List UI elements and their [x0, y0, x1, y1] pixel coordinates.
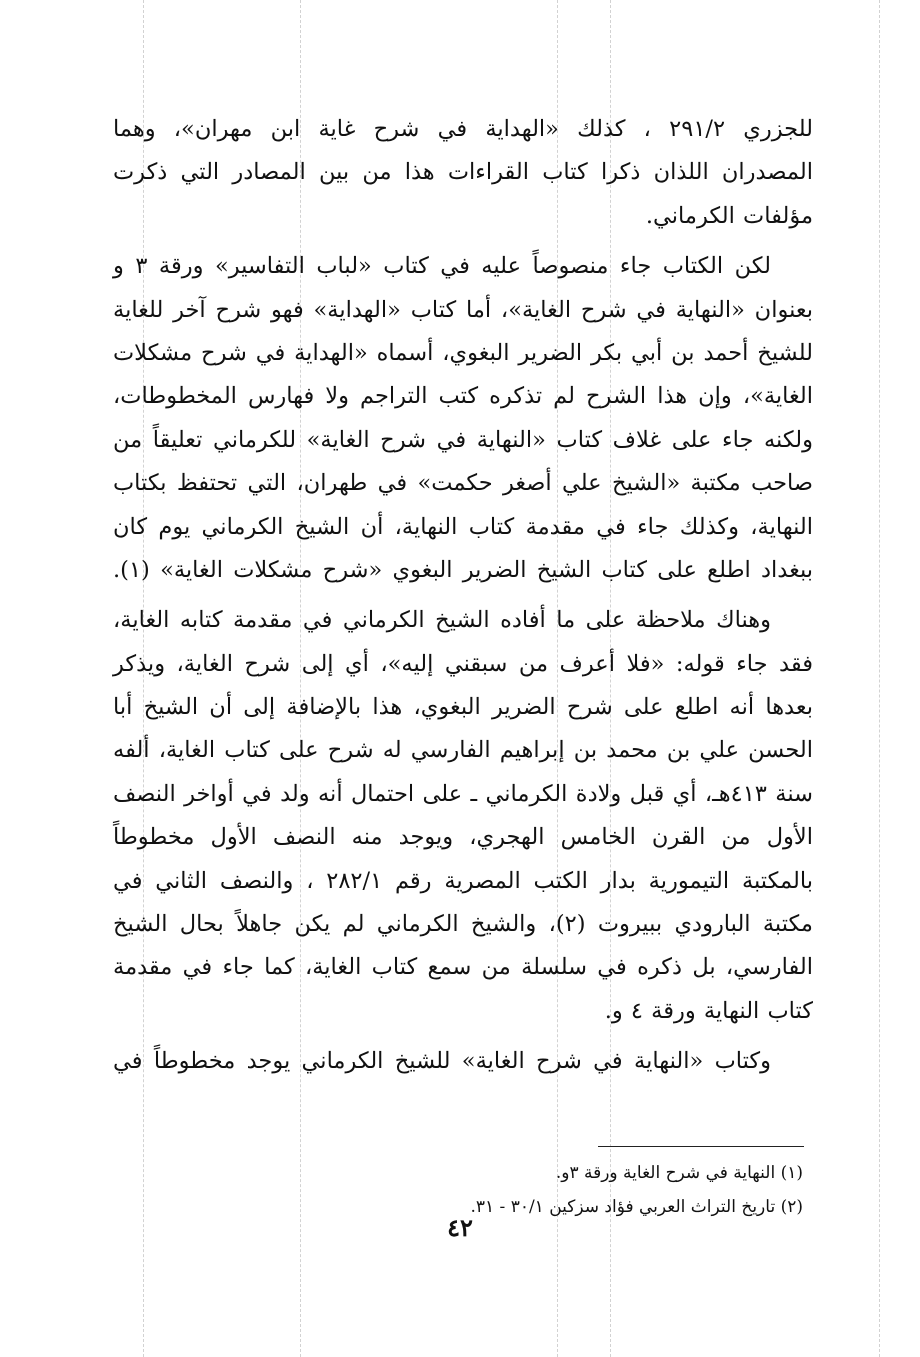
- footnote-2: (٢) تاريخ التراث العربي فؤاد سزكين ٣٠/١ - ٣١.: [470, 1197, 803, 1217]
- text-line: مكتبة البارودي ببيروت (٢)، والشيخ الكرماني لم يكن جاهلاً بحال الشيخ: [113, 911, 813, 938]
- footnote-separator: [598, 1146, 804, 1147]
- text-line: الفارسي، بل ذكره في سلسلة من سمع كتاب الغاية، كما جاء في مقدمة: [113, 954, 813, 981]
- paragraph-2: [113, 245, 813, 592]
- text-line: لكن الكتاب جاء منصوصاً عليه في كتاب «لباب التفاسير» ورقة ٣ و: [113, 253, 771, 280]
- text-line: للشيخ أحمد بن أبي بكر الضرير البغوي، أسماه «الهداية في شرح مشكلات: [113, 339, 813, 366]
- text-line: فقد جاء قوله: «فلا أعرف من سبقني إليه»، أي إلى شرح الغاية، ويذكر: [113, 650, 813, 677]
- scan-noise-line: [879, 0, 880, 1357]
- footnote-1: (١) النهاية في شرح الغاية ورقة ٣و.: [555, 1163, 803, 1183]
- text-line: وهناك ملاحظة على ما أفاده الشيخ الكرماني في مقدمة كتابه الغاية،: [113, 607, 771, 634]
- text-line: صاحب مكتبة «الشيخ علي أصغر حكمت» في طهران، التي تحتفظ بكتاب: [113, 470, 813, 497]
- text-line: للجزري ٢٩١/٢ ، كذلك «الهداية في شرح غاية ابن مهران»، وهما: [113, 116, 813, 142]
- text-line: سنة ٤١٣هـ، أي قبل ولادة الكرماني ـ على احتمال أنه ولد في أواخر النصف: [113, 780, 813, 807]
- text-line: ولكنه جاء على غلاف كتاب «النهاية في شرح الغاية» للكرماني تعليقاً من: [113, 426, 813, 453]
- main-text: [113, 108, 813, 1084]
- text-line: كتاب النهاية ورقة ٤ و.: [604, 997, 813, 1024]
- text-line: الغاية»، وإن هذا الشرح لم تذكره كتب التراجم ولا فهارس المخطوطات،: [113, 383, 813, 410]
- text-line: بالمكتبة التيمورية بدار الكتب المصرية رقم ٢٨٢/١ ، والنصف الثاني في: [113, 867, 813, 894]
- text-line: مؤلفات الكرماني.: [645, 202, 813, 229]
- text-line: النهاية، وكذلك جاء في مقدمة كتاب النهاية، أن الشيخ الكرماني يوم كان: [113, 513, 813, 540]
- paragraph-4: [113, 1040, 813, 1083]
- text-line: المصدران اللذان ذكرا كتاب القراءات هذا من بين المصادر التي ذكرت: [113, 159, 813, 186]
- text-line: وكتاب «النهاية في شرح الغاية» للشيخ الكرماني يوجد مخطوطاً في: [113, 1048, 771, 1075]
- text-line: ببغداد اطلع على كتاب الشيخ الضرير البغوي «شرح مشكلات الغاية» (١).: [113, 556, 813, 583]
- text-line: بعنوان «النهاية في شرح الغاية»، أما كتاب «الهداية» فهو شرح آخر للغاية: [113, 296, 813, 323]
- text-line: بعدها أنه اطلع على شرح الضرير البغوي، هذا بالإضافة إلى أن الشيخ أبا: [113, 694, 813, 721]
- text-line: الأول من القرن الخامس الهجري، ويوجد منه النصف الأول مخطوطاً: [113, 824, 813, 851]
- page-number: ٤٢: [447, 1213, 473, 1242]
- paragraph-1: [113, 108, 813, 238]
- paragraph-3: [113, 599, 813, 1033]
- text-line: الحسن علي بن محمد بن إبراهيم الفارسي له شرح على كتاب الغاية، ألفه: [113, 737, 813, 764]
